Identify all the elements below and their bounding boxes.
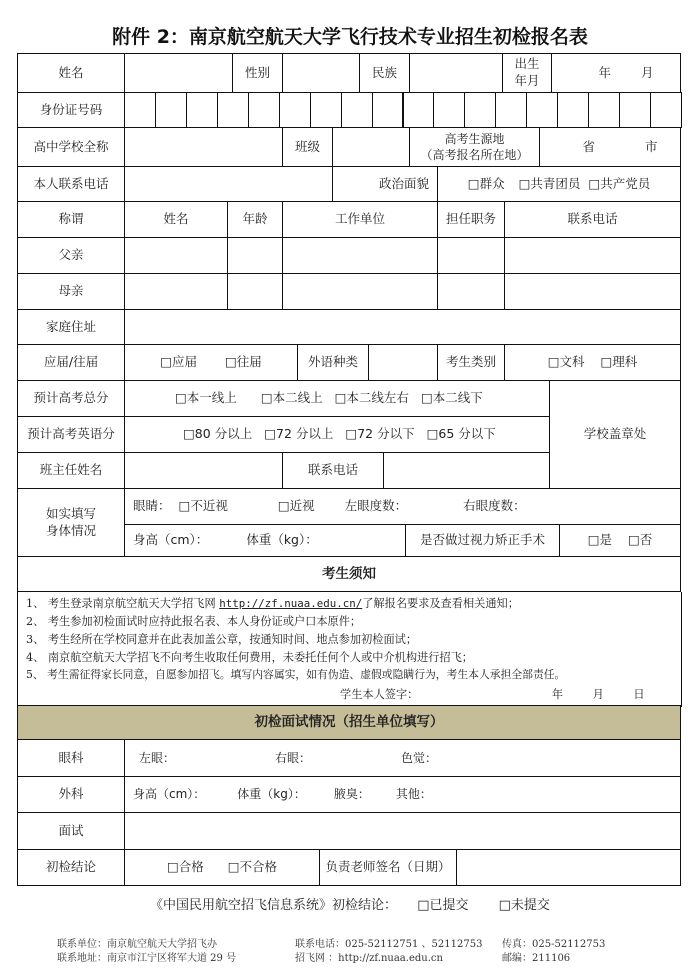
checkbox-myopic[interactable]: □近视 [277, 498, 315, 514]
id-digit-cell[interactable] [279, 92, 311, 128]
right-degree-label: 右眼度数： [463, 498, 526, 514]
checkbox-fail[interactable]: □不合格 [227, 859, 278, 875]
class-field[interactable] [332, 127, 410, 167]
label-text: 面试 [58, 822, 84, 838]
label-text: 是否做过视力矫正手术 [419, 532, 545, 548]
label-text: 班主任姓名 [39, 462, 103, 478]
footer-web[interactable]: 招飞网 ：http://zf.nuaa.edu.cn [295, 953, 443, 964]
city-text: 市 [645, 138, 658, 154]
label-text: 考生类别 [445, 354, 496, 370]
notice-list [17, 592, 682, 707]
label-language [297, 344, 369, 381]
signature-label: 学生本人签字： [340, 688, 419, 701]
label-text: 家庭住址 [45, 318, 96, 334]
label-text: 母亲 [58, 283, 84, 299]
surgery-options [559, 524, 681, 557]
id-digit-cell[interactable] [403, 92, 435, 128]
footer-unit: 联系单位：南京航空航天大学招飞办 [57, 939, 217, 950]
label-category [437, 344, 505, 381]
checkbox-yes[interactable]: □是 [587, 532, 612, 548]
address-field[interactable] [124, 309, 681, 345]
id-digit-cell[interactable] [557, 92, 589, 128]
family-header-phone [504, 201, 681, 238]
category-options [504, 344, 681, 381]
family-header-position [437, 201, 505, 238]
label-father [17, 237, 125, 274]
teacher-sign-field[interactable] [456, 849, 681, 886]
height-label: 身高（cm）： [133, 532, 209, 548]
label-text: 民族 [371, 64, 397, 80]
page-title: 附件 2：南京航空航天大学飞行技术专业招生初检报名表 [112, 26, 588, 48]
label-text: 外科 [58, 786, 84, 802]
height-weight-cell[interactable] [124, 524, 406, 557]
father-name-field[interactable] [124, 237, 228, 274]
checkbox-72-above[interactable]: □72 分以上 [264, 426, 334, 442]
checkbox-party[interactable]: □共产党员 [588, 175, 651, 191]
day-text: 日 [633, 688, 645, 701]
score-english-options [124, 416, 550, 453]
father-phone-field[interactable] [504, 237, 681, 274]
checkbox-submitted[interactable]: □已提交 [417, 898, 469, 913]
exam-height-label: 身高（cm）： [133, 787, 206, 802]
label-teacher [17, 452, 125, 489]
year-text: 年 [551, 688, 564, 701]
label-name [17, 53, 125, 93]
conclusion-options [124, 849, 320, 886]
label-gender [232, 53, 283, 93]
header-text: 年龄 [242, 211, 268, 227]
header-text: 工作单位 [334, 211, 385, 227]
id-digit-cell[interactable] [372, 92, 404, 128]
header-text: 称谓 [58, 211, 84, 227]
id-digit-cell[interactable] [341, 92, 373, 128]
weight-label: 体重（kg）： [246, 532, 318, 548]
label-teacher-phone [282, 452, 384, 489]
label-surgery [405, 524, 560, 557]
father-work-field[interactable] [282, 237, 438, 274]
system-status-line [0, 894, 700, 913]
label-text: 初检结论 [45, 859, 96, 875]
notice-item: 2、 考生参加初检面试时应持此报名表、本人身份证或户口本原件； [26, 615, 362, 628]
mother-phone-field[interactable] [504, 273, 681, 310]
header-text: 联系电话 [567, 211, 618, 227]
interview-field[interactable] [124, 812, 681, 850]
mother-position-field[interactable] [437, 273, 505, 310]
family-header-age [227, 201, 283, 238]
label-text: 高中学校全称 [33, 138, 109, 154]
system-label: 《中国民用航空招飞信息系统》初检结论： [150, 898, 398, 913]
label-text: 政治面貌 [378, 175, 429, 191]
checkbox-pass[interactable]: □合格 [166, 859, 204, 875]
teacher-phone-field[interactable] [383, 452, 550, 489]
notice-text: 了解报名要求及查看相关通知； [362, 597, 519, 610]
label-text: 本人联系电话 [33, 175, 109, 191]
label-surgery-exam [17, 776, 125, 813]
id-digit-cell[interactable] [464, 92, 496, 128]
notice-text: 1、 考生登录南京航空航天大学招飞网 [26, 597, 220, 610]
left-degree-label: 左眼度数： [344, 498, 408, 514]
province-text: 省 [582, 138, 595, 154]
footer-zip: 邮编：211106 [502, 953, 571, 964]
label-ethnicity [359, 53, 410, 93]
label-text: 高考生源地 （高考报名所在地） [420, 131, 529, 162]
checkbox-65-below[interactable]: □65 分以下 [426, 426, 496, 442]
checkbox-72-below[interactable]: □72 分以下 [345, 426, 415, 442]
month-text: 月 [641, 64, 654, 80]
name-field[interactable] [124, 53, 233, 93]
family-header-work [282, 201, 438, 238]
other-label: 其他： [395, 787, 432, 802]
checkbox-not-myopic[interactable]: □不近视 [178, 498, 228, 514]
label-score-english [17, 416, 125, 453]
checkbox-no[interactable]: □否 [628, 532, 653, 548]
eyes-label: 眼睛： [133, 498, 171, 514]
surgery-exam-field[interactable] [124, 776, 681, 813]
id-digit-cell[interactable] [588, 92, 620, 128]
birth-field[interactable] [551, 53, 681, 93]
teacher-field[interactable] [124, 452, 283, 489]
eye-exam-field[interactable] [124, 739, 681, 777]
mother-work-field[interactable] [282, 273, 438, 310]
label-text: 班级 [294, 138, 320, 154]
checkbox-not-submitted[interactable]: □未提交 [498, 898, 550, 913]
ethnicity-field[interactable] [409, 53, 503, 93]
notice-title [17, 556, 681, 592]
label-phone [17, 166, 125, 202]
checkbox-current[interactable]: □应届 [160, 354, 197, 370]
label-text: 应届/往届 [43, 354, 99, 370]
checkbox-previous[interactable]: □往届 [225, 354, 262, 370]
label-text: 父亲 [58, 247, 84, 263]
label-text: 学校盖章处 [583, 426, 647, 442]
id-digit-cell[interactable] [155, 92, 187, 128]
header-text: 姓名 [163, 211, 189, 227]
family-header-relation [17, 201, 125, 238]
father-age-field[interactable] [227, 237, 283, 274]
mother-name-field[interactable] [124, 273, 228, 310]
footer-fax: 传真：025-52112753 [502, 939, 606, 950]
label-text: 姓名 [58, 64, 84, 80]
checkbox-tier2-around[interactable]: □本二线左右 [334, 390, 409, 406]
label-text: 外语种类 [307, 354, 358, 370]
notice-item: 4、 南京航空航天大学招飞不向考生收取任何费用，未委托任何个人或中介机构进行招飞； [26, 651, 473, 664]
month-text: 月 [592, 688, 604, 701]
label-text: 初检面试情况（招生单位填写） [254, 714, 444, 731]
exam-weight-label: 体重（kg）： [237, 787, 306, 802]
label-text: 性别 [244, 64, 270, 80]
label-conclusion [17, 849, 125, 886]
id-digit-cell[interactable] [495, 92, 527, 128]
family-header-name [124, 201, 228, 238]
id-digit-cell[interactable] [526, 92, 558, 128]
school-field[interactable] [124, 127, 283, 167]
school-seal-area [549, 380, 681, 489]
footer-phone: 联系电话：025-52112751 、52112753 [295, 939, 483, 950]
label-text: 出生 年月 [514, 56, 540, 88]
color-vision-label: 色觉： [401, 750, 438, 765]
checkbox-tier1[interactable]: □本一线上 [175, 390, 237, 406]
id-digit-cell[interactable] [310, 92, 342, 128]
label-text: 眼科 [58, 749, 84, 765]
language-field[interactable] [368, 344, 438, 381]
odor-label: 腋臭： [333, 787, 370, 802]
checkbox-80-above[interactable]: □80 分以上 [183, 426, 253, 442]
id-digit-cell[interactable] [650, 92, 682, 128]
header-text: 担任职务 [445, 211, 496, 227]
signature-line[interactable] [340, 686, 645, 702]
right-eye-label: 右眼： [275, 750, 312, 765]
label-address [17, 309, 125, 345]
id-digit-cell[interactable] [248, 92, 280, 128]
checkbox-league[interactable]: □共青团员 [518, 175, 581, 191]
id-digit-cell[interactable] [619, 92, 651, 128]
label-grad [17, 344, 125, 381]
score-total-options [124, 380, 550, 417]
label-text: 身份证号码 [39, 101, 103, 117]
label-text: 如实填写 身体情况 [45, 505, 96, 538]
eyes-row [124, 488, 681, 525]
id-digit-cell[interactable] [433, 92, 465, 128]
recruit-link[interactable]: http://zf.nuaa.edu.cn/ [219, 597, 363, 610]
label-text: 预计高考总分 [33, 390, 109, 406]
label-class [282, 127, 333, 167]
notice-item [26, 595, 519, 611]
id-digit-cell[interactable] [186, 92, 218, 128]
label-origin [409, 127, 540, 167]
label-teacher-sign [319, 849, 457, 886]
label-score-total [17, 380, 125, 417]
checkbox-masses[interactable]: □群众 [467, 175, 505, 191]
mother-age-field[interactable] [227, 273, 283, 310]
label-interview [17, 812, 125, 850]
phone-field[interactable] [124, 166, 333, 202]
origin-field[interactable] [539, 127, 681, 167]
label-id [17, 92, 125, 128]
checkbox-science[interactable]: □理科 [600, 354, 638, 370]
id-digit-cell[interactable] [217, 92, 249, 128]
year-text: 年 [598, 64, 611, 80]
notice-item: 5、 考生需征得家长同意，自愿参加招飞。填写内容属实，如有伪造、虚假或隐瞒行为，考生本人承担全部责任。 [26, 668, 566, 681]
checkbox-tier2-above[interactable]: □本二线上 [260, 390, 323, 406]
label-mother [17, 273, 125, 310]
label-body [17, 488, 125, 557]
checkbox-arts[interactable]: □文科 [547, 354, 585, 370]
label-text: 考生须知 [322, 565, 376, 582]
left-eye-label: 左眼： [139, 750, 176, 765]
checkbox-tier2-below[interactable]: □本二线下 [420, 390, 483, 406]
political-options [437, 166, 681, 202]
label-text: 负责老师签名（日期） [325, 859, 451, 875]
exam-section-header [17, 705, 681, 740]
label-school [17, 127, 125, 167]
label-political [332, 166, 438, 202]
grad-options [124, 344, 298, 381]
label-text: 预计高考英语分 [27, 426, 115, 442]
gender-field[interactable] [282, 53, 360, 93]
label-birth [502, 53, 552, 93]
id-digit-cell[interactable] [124, 92, 156, 128]
label-eye-exam [17, 739, 125, 777]
notice-item: 3、 考生经所在学校同意并在此表加盖公章，按通知时间、地点参加初检面试； [26, 633, 418, 646]
father-position-field[interactable] [437, 237, 505, 274]
footer-address: 联系地址：南京市江宁区将军大道 29 号 [57, 953, 237, 964]
label-text: 联系电话 [307, 462, 358, 478]
